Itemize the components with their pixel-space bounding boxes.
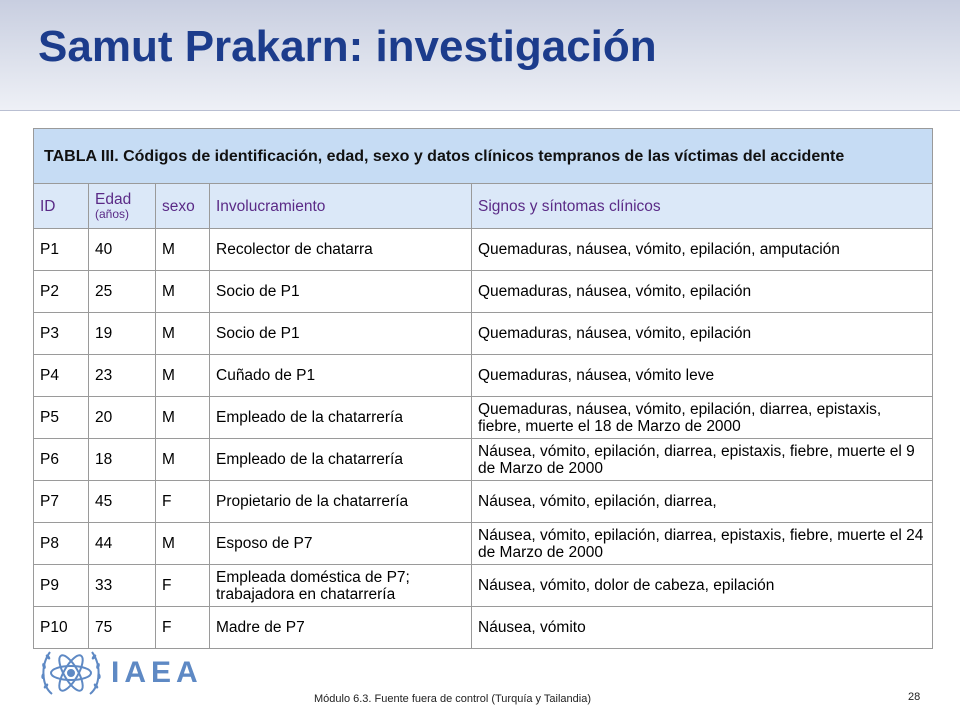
- table-row: [34, 523, 933, 565]
- cell-involvement: Esposo de P7: [210, 523, 472, 565]
- cell-involvement: Propietario de la chatarrería: [210, 481, 472, 523]
- table-caption: TABLA III. Códigos de identificación, edad, sexo y datos clínicos tempranos de las víctimas del accidente: [34, 129, 933, 184]
- cell-id: P3: [34, 313, 89, 355]
- table-caption-row: [34, 129, 933, 184]
- cell-sex: F: [156, 607, 210, 649]
- cell-involvement: Cuñado de P1: [210, 355, 472, 397]
- cell-signs: Quemaduras, náusea, vómito, epilación, diarrea, epistaxis, fiebre, muerte el 18 de Marzo de 2000: [472, 397, 933, 439]
- cell-involvement: Socio de P1: [210, 271, 472, 313]
- cell-id: P1: [34, 229, 89, 271]
- header-age: [89, 184, 156, 229]
- cell-signs: Quemaduras, náusea, vómito, epilación, amputación: [472, 229, 933, 271]
- cell-sex: M: [156, 523, 210, 565]
- cell-age: 75: [89, 607, 156, 649]
- cell-involvement: Empleada doméstica de P7; trabajadora en chatarrería: [210, 565, 472, 607]
- cell-id: P8: [34, 523, 89, 565]
- cell-sex: M: [156, 439, 210, 481]
- table-row: [34, 313, 933, 355]
- cell-id: P4: [34, 355, 89, 397]
- cell-signs: Náusea, vómito, epilación, diarrea, epistaxis, fiebre, muerte el 9 de Marzo de 2000: [472, 439, 933, 481]
- header-age-label: Edad: [95, 191, 132, 208]
- cell-signs: Náusea, vómito, epilación, diarrea, epistaxis, fiebre, muerte el 24 de Marzo de 2000: [472, 523, 933, 565]
- cell-signs: Quemaduras, náusea, vómito, epilación: [472, 271, 933, 313]
- header-signs: Signos y síntomas clínicos: [472, 184, 933, 229]
- cell-id: P2: [34, 271, 89, 313]
- table-row: [34, 397, 933, 439]
- cell-signs: Náusea, vómito: [472, 607, 933, 649]
- cell-sex: M: [156, 355, 210, 397]
- table-row: [34, 565, 933, 607]
- table-row: [34, 229, 933, 271]
- header-id: ID: [34, 184, 89, 229]
- table-row: [34, 439, 933, 481]
- table-row: [34, 271, 933, 313]
- cell-sex: M: [156, 313, 210, 355]
- iaea-wordmark: IAEA: [111, 656, 203, 689]
- cell-signs: Náusea, vómito, epilación, diarrea,: [472, 481, 933, 523]
- slide-title: Samut Prakarn: investigación: [38, 22, 657, 71]
- cell-age: 19: [89, 313, 156, 355]
- header-involvement: Involucramiento: [210, 184, 472, 229]
- atom-olive-wreath-icon: [41, 652, 101, 694]
- page-number: 28: [908, 691, 921, 703]
- cell-involvement: Recolector de chatarra: [210, 229, 472, 271]
- cell-age: 45: [89, 481, 156, 523]
- table-row: [34, 355, 933, 397]
- cell-age: 23: [89, 355, 156, 397]
- cell-id: P5: [34, 397, 89, 439]
- cell-age: 44: [89, 523, 156, 565]
- cell-age: 40: [89, 229, 156, 271]
- cell-id: P9: [34, 565, 89, 607]
- footer-module-text: Módulo 6.3. Fuente fuera de control (Turquía y Tailandia): [314, 693, 591, 705]
- cell-age: 18: [89, 439, 156, 481]
- header-age-unit: (años): [95, 207, 130, 221]
- cell-sex: M: [156, 397, 210, 439]
- cell-sex: F: [156, 481, 210, 523]
- cell-involvement: Empleado de la chatarrería: [210, 439, 472, 481]
- cell-id: P6: [34, 439, 89, 481]
- cell-id: P7: [34, 481, 89, 523]
- cell-signs: Quemaduras, náusea, vómito leve: [472, 355, 933, 397]
- clinical-table-container: [33, 128, 932, 649]
- cell-sex: F: [156, 565, 210, 607]
- table-header-row: [34, 184, 933, 229]
- cell-involvement: Empleado de la chatarrería: [210, 397, 472, 439]
- cell-signs: Quemaduras, náusea, vómito, epilación: [472, 313, 933, 355]
- table-row: [34, 481, 933, 523]
- cell-age: 33: [89, 565, 156, 607]
- cell-signs: Náusea, vómito, dolor de cabeza, epilación: [472, 565, 933, 607]
- clinical-data-table: [33, 128, 933, 649]
- cell-id: P10: [34, 607, 89, 649]
- cell-sex: M: [156, 229, 210, 271]
- cell-sex: M: [156, 271, 210, 313]
- cell-age: 25: [89, 271, 156, 313]
- cell-involvement: Socio de P1: [210, 313, 472, 355]
- header-sex: sexo: [156, 184, 210, 229]
- cell-involvement: Madre de P7: [210, 607, 472, 649]
- cell-age: 20: [89, 397, 156, 439]
